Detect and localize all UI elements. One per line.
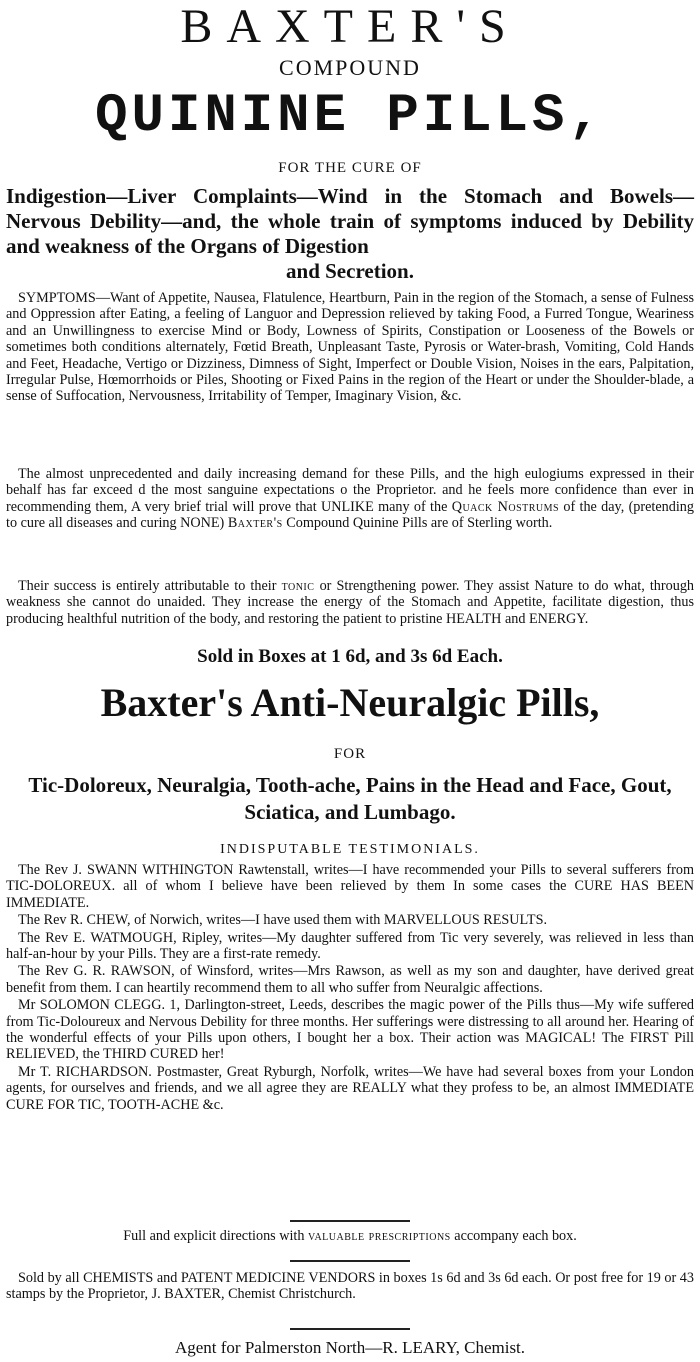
for-cure-line: FOR THE CURE OF xyxy=(278,160,422,176)
demand-part3: Compound Quinine Pills are of Sterling worth. xyxy=(286,515,553,532)
divider-rule xyxy=(290,1220,410,1222)
anti-for-line: FOR xyxy=(333,746,367,762)
anti-ailments-list: Tic-Doloreux, Neuralgia, Tooth-ache, Pains in the Head and Face, Gout, Sciatica, and Lumbago. xyxy=(28,773,672,824)
demand-part1: The almost unprecedented and daily increasing demand for these Pills, and the high eulogiums expressed in their behalf has far exceed d the most sanguine expectations o the Proprietor. and he feels more confidence than ever in recommending them, A very brief trial will prove that UNLIKE many of the xyxy=(6,466,694,515)
directions-part1: Full and explicit directions with xyxy=(123,1228,305,1244)
ailments-list xyxy=(6,184,694,284)
success-part2: or Strengthening power. They assist Nature to do what, through weakness she cannot do unaided. They increase the energy of the Stomach and Appetite, facilitate digestion, thus producing healthful nutrition of the body, and restoring the patient to pristine HEALTH and ENERGY. xyxy=(6,578,695,627)
brand-heading: BAXTER'S xyxy=(180,0,520,53)
divider-rule xyxy=(290,1260,410,1262)
quinine-pills-title: QUININE PILLS, xyxy=(95,86,605,147)
agent-line: Agent for Palmerston North—R. LEARY, Chemist. xyxy=(174,1338,526,1357)
directions-line xyxy=(6,1228,694,1245)
anti-neuralgic-title: Baxter's Anti-Neuralgic Pills, xyxy=(100,680,600,725)
baxters-name: Baxter's xyxy=(227,515,283,532)
quack-nostrums: Quack Nostrums xyxy=(451,498,560,515)
divider-rule xyxy=(290,1328,410,1330)
testimonials-heading: INDISPUTABLE TESTIMONIALS. xyxy=(220,842,480,857)
testimonial-item: The Rev E. WATMOUGH, Ripley, writes—My daughter suffered from Tic very severely, was relieved in less than half-an-hour by your Pills. They are a first-rate remedy. xyxy=(6,929,694,963)
ailments-main: Indigestion—Liver Complaints—Wind in the Stomach and Bowels—Nervous Debility—and, the whole train of symptoms induced by Debility and weakness of the Organs of Digestion xyxy=(6,184,694,258)
testimonial-item: Mr T. RICHARDSON. Postmaster, Great Ryburgh, Norfolk, writes—We have had several boxes from your London agents, for ourselves and friends, and we all agree they are REALLY what they profess to be, an almost IMMEDIATE CURE FOR TIC, TOOTH-ACHE &c. xyxy=(6,1063,694,1113)
sold-by-paragraph: Sold by all CHEMISTS and PATENT MEDICINE VENDORS in boxes 1s 6d and 3s 6d each. Or post free for 19 or 43 stamps by the Proprietor, J. BAXTER, Chemist Christchurch. xyxy=(6,1270,694,1303)
success-part1: Their success is entirely attributable to their xyxy=(18,578,277,594)
directions-part2: accompany each box. xyxy=(454,1228,577,1244)
symptoms-paragraph xyxy=(6,290,694,405)
success-paragraph xyxy=(6,578,694,627)
testimonials-list xyxy=(6,862,694,1114)
valuable-prescriptions: valuable prescriptions xyxy=(308,1228,451,1244)
testimonial-item: The Rev R. CHEW, of Norwich, writes—I have used them with MARVELLOUS RESULTS. xyxy=(18,912,548,929)
tonic-word: tonic xyxy=(281,578,315,594)
testimonial-item: The Rev J. SWANN WITHINGTON Rawtenstall, writes—I have recommended your Pills to several sufferers from TIC-DOLOREUX. all of whom I believe have been relieved by them In some cases the CURE HAS BEEN IMMEDIATE. xyxy=(6,862,694,911)
demand-part2: of the day, (pretending to cure all diseases and curing NONE) xyxy=(6,498,694,532)
testimonial-item: The Rev G. R. RAWSON, of Winsford, writes—Mrs Rawson, as well as my son and daughter, have derived great benefit from them. I can heartily recommend them to all who suffer from Neuralgic affections. xyxy=(6,963,694,996)
symptoms-text: —Want of Appetite, Nausea, Flatulence, Heartburn, Pain in the region of the Stomach, a sense of Fulness and Oppression after Eating, a feeling of Languor and Depression relieved by taking Food, a Furred Tongue, Weariness and an Unwillingness to exercise Mind or Body, Lowness of Spirits, Constipation or Looseness of the Bowels or sometimes both conditions alternately, Fœtid Breath, Unpleasant Taste, Pyrosis or Water-brash, Vomiting, Cold Hands and Feet, Headache, Vertigo or Dizziness, Dimness of Sight, Imperfect or Double Vision, Noises in the ears, Palpitation, Irregular Pulse, Hœmorrhoids or Piles, Shooting or Fixed Pains in the region of the Heart or under the Shoulder-blade, a sense of Suffocation, Nervousness, Irritability of Temper, Imaginary Vision, &c. xyxy=(6,290,694,405)
sold-in-boxes-line: Sold in Boxes at 1 6d, and 3s 6d Each. xyxy=(197,646,503,667)
ailments-last: and Secretion. xyxy=(286,259,414,283)
symptoms-label: SYMPTOMS xyxy=(18,290,96,306)
testimonial-item: Mr SOLOMON CLEGG. 1, Darlington-street, Leeds, describes the magic power of the Pills thus—My wife suffered from Tic-Doloureux and Nervous Debility for three months. Her sufferings were distressing to all around her. Hearing of the wonderful effects of your Pills upon others, I bought her a box. Their action was MAGICAL! The FIRST Pill RELIEVED, the THIRD CURED her! xyxy=(6,997,694,1063)
compound-subheading: COMPOUND xyxy=(279,55,421,80)
demand-paragraph xyxy=(6,466,694,532)
